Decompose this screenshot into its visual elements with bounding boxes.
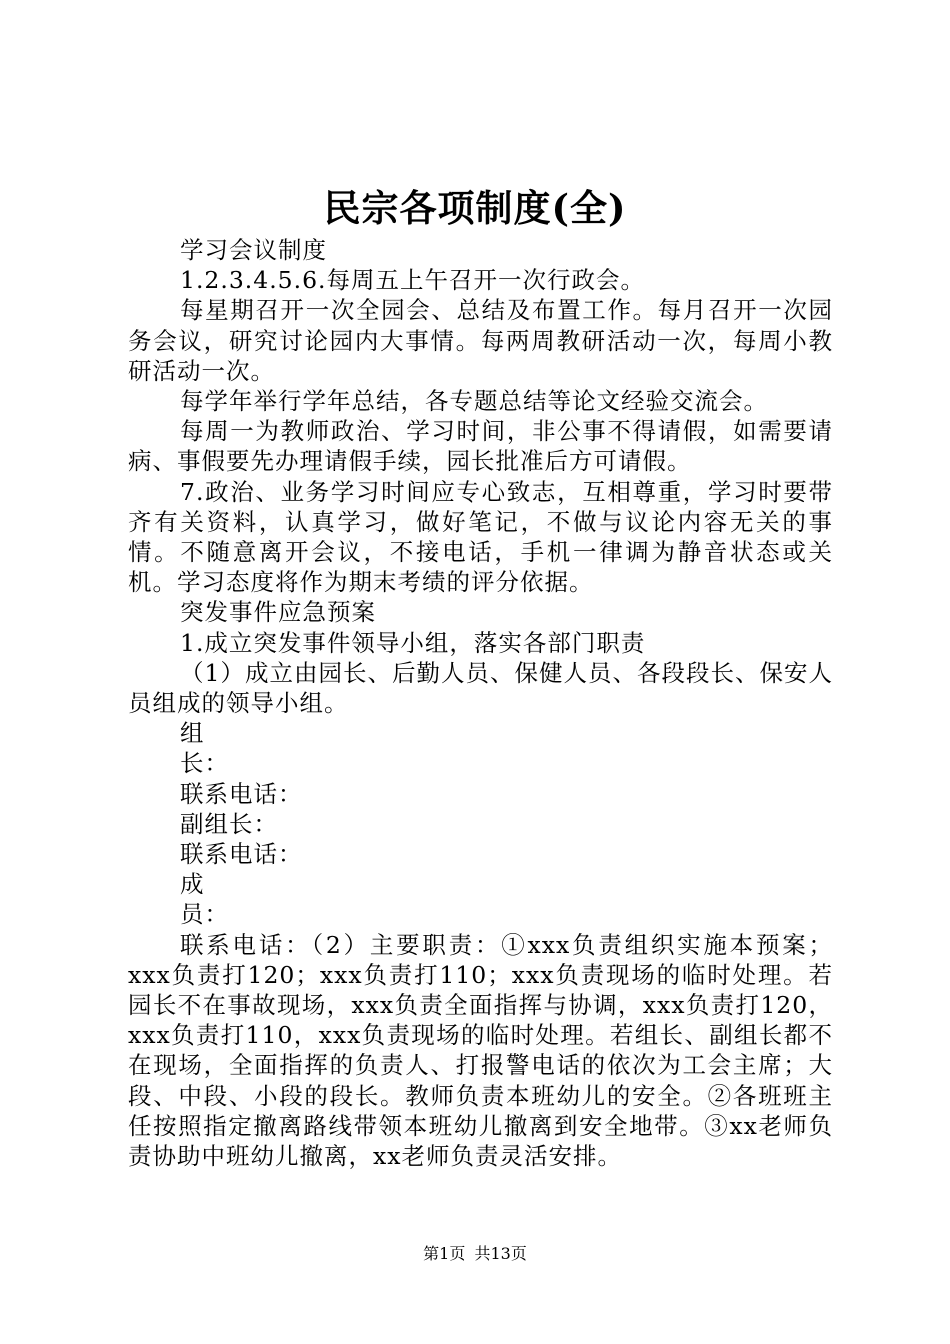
paragraph: 7.政治、业务学习时间应专心致志，互相尊重，学习时要带齐有关资料，认真学习，做好笔记，不做与议论内容无关的事情。不随意离开会议，不接电话，手机一律调为静音状态或关机。学习态度将作为期末考绩的评分依据。: [128, 477, 833, 597]
paragraph: 学习会议制度: [180, 236, 327, 264]
paragraph: 副组长：: [180, 809, 278, 838]
paragraph: 员：: [180, 900, 229, 929]
page-total: 共13页: [474, 1244, 527, 1263]
paragraph: 联系电话：: [180, 779, 303, 808]
paragraph: 每星期召开一次全园会、总结及布置工作。每月召开一次园务会议，研究讨论园内大事情。每两周教研活动一次，每周小教研活动一次。: [128, 296, 833, 385]
paragraph: 联系电话：（2）主要职责：①xxx负责组织实施本预案；xxx负责打120；xxx负责打110；xxx负责现场的临时处理。若园长不在事故现场，xxx负责全面指挥与协调，xxx负责打120，xxx负责打110，xxx负责现场的临时处理。若组长、副组长都不在现场，全面指挥的负责人、打报警电话的依次为工会主席；大段、中段、小段的段长。教师负责本班幼儿的安全。②各班班主任按照指定撤离路线带领本班幼儿撤离到安全地带。③xx老师负责协助中班幼儿撤离，xx老师负责灵活安排。: [128, 930, 833, 1171]
paragraph: 组: [180, 719, 205, 748]
paragraph: 1.2.3.4.5.6.每周五上午召开一次行政会。: [180, 266, 646, 295]
paragraph: 每学年举行学年总结，各专题总结等论文经验交流会。: [180, 387, 768, 416]
paragraph: （1）成立由园长、后勤人员、保健人员、各段段长、保安人员组成的领导小组。: [128, 658, 833, 718]
paragraph: 每周一为教师政治、学习时间，非公事不得请假，如需要请病、事假要先办理请假手续，园长批准后方可请假。: [128, 417, 833, 476]
page-number: 第1页: [423, 1244, 466, 1263]
page-footer: [0, 1242, 950, 1266]
paragraph: 联系电话：: [180, 840, 303, 869]
document-body: [128, 235, 833, 1171]
paragraph: 突发事件应急预案: [180, 598, 376, 627]
paragraph: 成: [180, 870, 205, 899]
paragraph: 1.成立突发事件领导小组，落实各部门职责: [180, 628, 646, 657]
document-title: 民宗各项制度(全): [323, 186, 627, 230]
paragraph: 长：: [180, 749, 229, 778]
